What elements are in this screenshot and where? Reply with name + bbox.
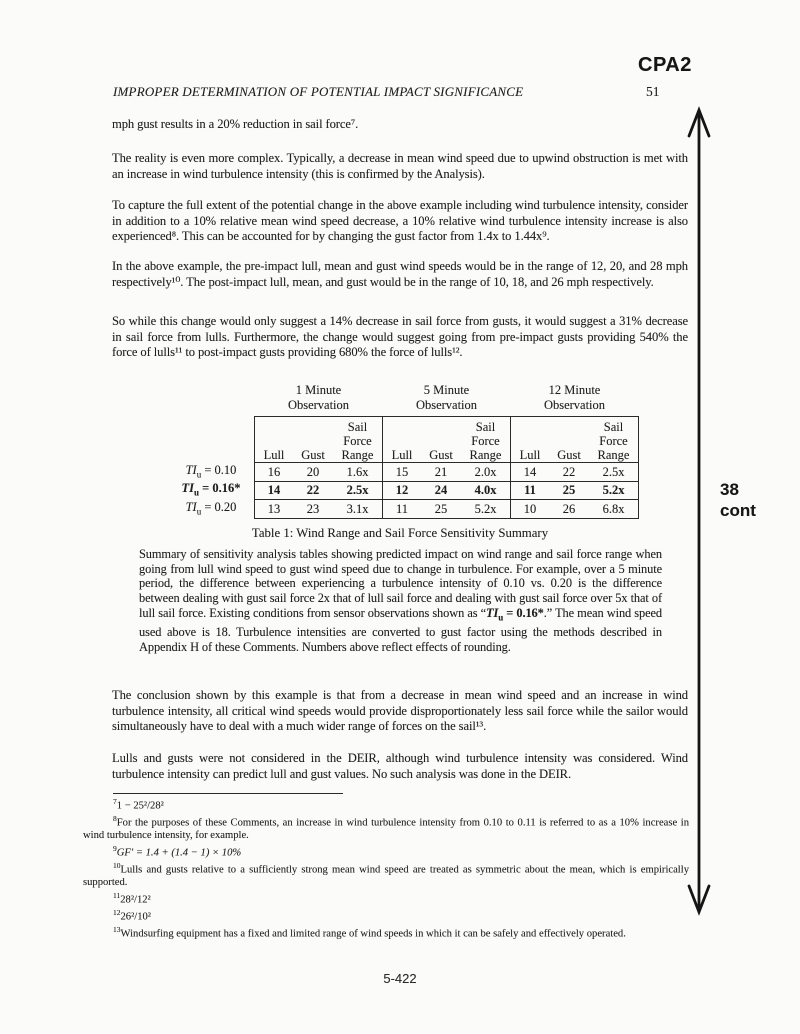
footnote-rule [113, 793, 343, 794]
table-row [168, 463, 639, 482]
cell: 3.1x [333, 500, 383, 519]
col-header-lull: Lull [511, 417, 550, 463]
footnote-12 [83, 907, 689, 924]
table-row-existing-conditions [168, 481, 639, 500]
footnote-7 [83, 796, 689, 813]
ti-symbol: TI [181, 481, 194, 495]
col-header-line: Range [469, 448, 502, 462]
row-label-ti-020 [168, 500, 255, 519]
footnote-13 [83, 924, 689, 941]
cell: 11 [511, 481, 550, 500]
footnote-11 [83, 890, 689, 907]
footnote-mark: 8 [113, 814, 117, 824]
cell: 5.2x [589, 481, 639, 500]
paragraph-deir: Lulls and gusts were not considered in the DEIR, although wind turbulence intensity was considered. Wind turbulence intensity can predict lull and gust values. No such analysis was done in the DEIR. [112, 751, 688, 781]
group-header-5min [383, 383, 511, 417]
col-header-line: Sail [475, 420, 496, 434]
col-header-lull: Lull [255, 417, 294, 463]
cell: 5.2x [461, 500, 511, 519]
footnote-text: 26²/10² [120, 911, 151, 923]
footnote-mark: 7 [113, 797, 117, 806]
ti-subscript: u [196, 506, 202, 516]
col-header-line: Force [343, 434, 372, 448]
cell: 24 [421, 481, 461, 500]
cell: 13 [255, 500, 294, 519]
cell: 11 [383, 500, 422, 519]
col-header-line: Range [341, 448, 374, 462]
footnote-mark: 13 [113, 924, 121, 934]
cell: 10 [511, 500, 550, 519]
col-header-gust: Gust [293, 417, 333, 463]
cell: 23 [293, 500, 333, 519]
ti-value: = 0.16* [202, 481, 241, 495]
ti-symbol: TI [185, 499, 197, 514]
footnote-mark: 10 [113, 860, 121, 870]
row-label-ti-010 [168, 463, 255, 482]
sensitivity-table-wrap [168, 383, 639, 519]
margin-note-line: 38 [720, 480, 739, 499]
cell: 4.0x [461, 481, 511, 500]
table-summary-note [139, 547, 662, 654]
group-header-label: 1 Minute [295, 383, 342, 397]
group-header-label: Observation [287, 398, 350, 412]
col-header-lull: Lull [383, 417, 422, 463]
paragraph-capture-extent: To capture the full extent of the potential change in the above example including wind turbulence intensity, consider in addition to a 10% relative mean wind speed decrease, a 10% relative wind turbulence intensity increase is also experienced⁸. This can be accounted for by changing the gust factor from 1.4x to 1.44x⁹. [112, 198, 688, 243]
table-subheader-row [168, 417, 639, 463]
col-header-line: Sail [347, 420, 368, 434]
ti-value: = 0.20 [204, 499, 237, 514]
summary-bold-ti [486, 605, 544, 623]
cell: 22 [293, 481, 333, 500]
group-header-label: Observation [543, 398, 606, 412]
empty-cell [168, 417, 255, 463]
running-title: IMPROPER DETERMINATION OF POTENTIAL IMPACT SIGNIFICANCE [113, 84, 524, 99]
footnote-mark: 9 [113, 843, 117, 853]
footnote-text: 1 − 25²/28² [116, 800, 164, 812]
footnote-10 [83, 860, 689, 890]
col-header-sail-force-range [589, 417, 639, 463]
cell: 1.6x [333, 463, 383, 482]
footnote-8 [83, 813, 689, 843]
cell: 14 [255, 481, 294, 500]
table-group-header-row [168, 383, 639, 417]
col-header-line: Sail [603, 420, 624, 434]
group-header-label: Observation [415, 398, 478, 412]
col-header-line: Range [597, 448, 630, 462]
table-row [168, 500, 639, 519]
cell: 2.5x [589, 463, 639, 482]
group-header-1min [255, 383, 383, 417]
row-label-ti-016 [168, 481, 255, 500]
cell: 26 [549, 500, 589, 519]
cell: 16 [255, 463, 294, 482]
cell: 12 [383, 481, 422, 500]
col-header-sail-force-range [333, 417, 383, 463]
summary-text: Summary of sensitivity analysis tables showing predicted impact on wind range and sail force range when going from lull wind speed to gust wind speed due to change in turbulence. For example, over a 5 minute period, the difference between experiencing a turbulence intensity of 0.10 vs. 0.20 is the difference between dealing with gust sail force 2x that of lull sail force and dealing with gust sail force over 5x that of lull sail force. Existing conditions from sensor observations shown as “ [139, 547, 662, 620]
ti-subscript: u [196, 469, 202, 479]
paragraph-sail-force-change: So while this change would only suggest a 14% decrease in sail force from gusts, it would suggest a 31% decrease in sail force from lulls. Furthermore, the change would suggest going from pre-impact gusts providing 540% the force of lulls¹¹ to post-impact gusts providing 680% the force of lulls¹². [112, 314, 688, 359]
cell: 22 [549, 463, 589, 482]
col-header-line: Force [599, 434, 628, 448]
ti-subscript: u [193, 487, 199, 498]
group-header-label: 5 Minute [423, 383, 470, 397]
paragraph-reality-complex: The reality is even more complex. Typically, a decrease in mean wind speed due to upwind obstruction is met with an increase in wind turbulence intensity (this is confirmed by the Analysis). [112, 151, 688, 181]
col-header-sail-force-range [461, 417, 511, 463]
summary-text: .” The mean wind speed used above is 18. Turbulence intensities are converted to gust factor using the methods described in Appendix H of these Comments. Numbers above reflect effects of rounding. [139, 605, 662, 654]
footnote-mark: 12 [113, 907, 121, 917]
cell: 15 [383, 463, 422, 482]
ti-value: = 0.16* [503, 605, 544, 620]
table-caption: Table 1: Wind Range and Sail Force Sensitivity Summary [251, 526, 549, 540]
footnote-mark: 11 [113, 890, 121, 900]
footnote-text: GF′ = 1.4 + (1.4 − 1) × 10% [116, 847, 242, 859]
paragraph-example-ranges: In the above example, the pre-impact lull, mean and gust wind speeds would be in the range of 12, 20, and 28 mph respectively¹⁰. The post-impact lull, mean, and gust would be in the range of 10, 18, and 26 mph respectively. [112, 259, 688, 289]
footnote-text: For the purposes of these Comments, an increase in wind turbulence intensity from 0.10 to 0.11 is referred to as a 10% increase in wind turbulence intensity, for example. [83, 817, 689, 842]
footnote-text: 28²/12² [120, 894, 151, 906]
margin-span-arrow-icon [686, 103, 712, 919]
cell: 2.0x [461, 463, 511, 482]
group-header-label: 12 Minute [548, 383, 601, 397]
cell: 14 [511, 463, 550, 482]
cell: 2.5x [333, 481, 383, 500]
cell: 25 [549, 481, 589, 500]
footnote-9 [83, 843, 689, 860]
footnotes-block [83, 796, 689, 941]
ti-symbol: TI [486, 605, 499, 620]
group-header-12min [511, 383, 639, 417]
col-header-gust: Gust [421, 417, 461, 463]
footnote-text: Lulls and gusts relative to a sufficiently strong mean wind speed are treated as symmetric about the mean, which is empirically supported. [83, 864, 689, 889]
footer-page-label: 5-422 [383, 971, 417, 986]
margin-note-line: cont [720, 501, 756, 520]
col-header-line: Force [471, 434, 500, 448]
empty-cell [168, 383, 255, 417]
footnote-text: Windsurfing equipment has a fixed and limited range of wind speeds in which it can be safely and effectively operated. [120, 928, 626, 940]
ti-symbol: TI [185, 462, 197, 477]
col-header-gust: Gust [549, 417, 589, 463]
cell: 6.8x [589, 500, 639, 519]
cell: 21 [421, 463, 461, 482]
cell: 20 [293, 463, 333, 482]
cell: 25 [421, 500, 461, 519]
ti-subscript: u [498, 612, 504, 623]
paragraph-gust-reduction: mph gust results in a 20% reduction in sail force⁷. [112, 117, 359, 131]
margin-note-38-cont [720, 479, 756, 521]
document-code-stamp: CPA2 [638, 54, 692, 76]
paragraph-conclusion: The conclusion shown by this example is that from a decrease in mean wind speed and an increase in wind turbulence intensity, all critical wind speeds would provide disproportionately less sail force while the sailor would simultaneously have to deal with a much wider range of forces on the sail¹³. [112, 688, 688, 733]
page-number: 51 [646, 84, 660, 99]
ti-value: = 0.10 [204, 462, 237, 477]
sensitivity-table [168, 383, 639, 519]
